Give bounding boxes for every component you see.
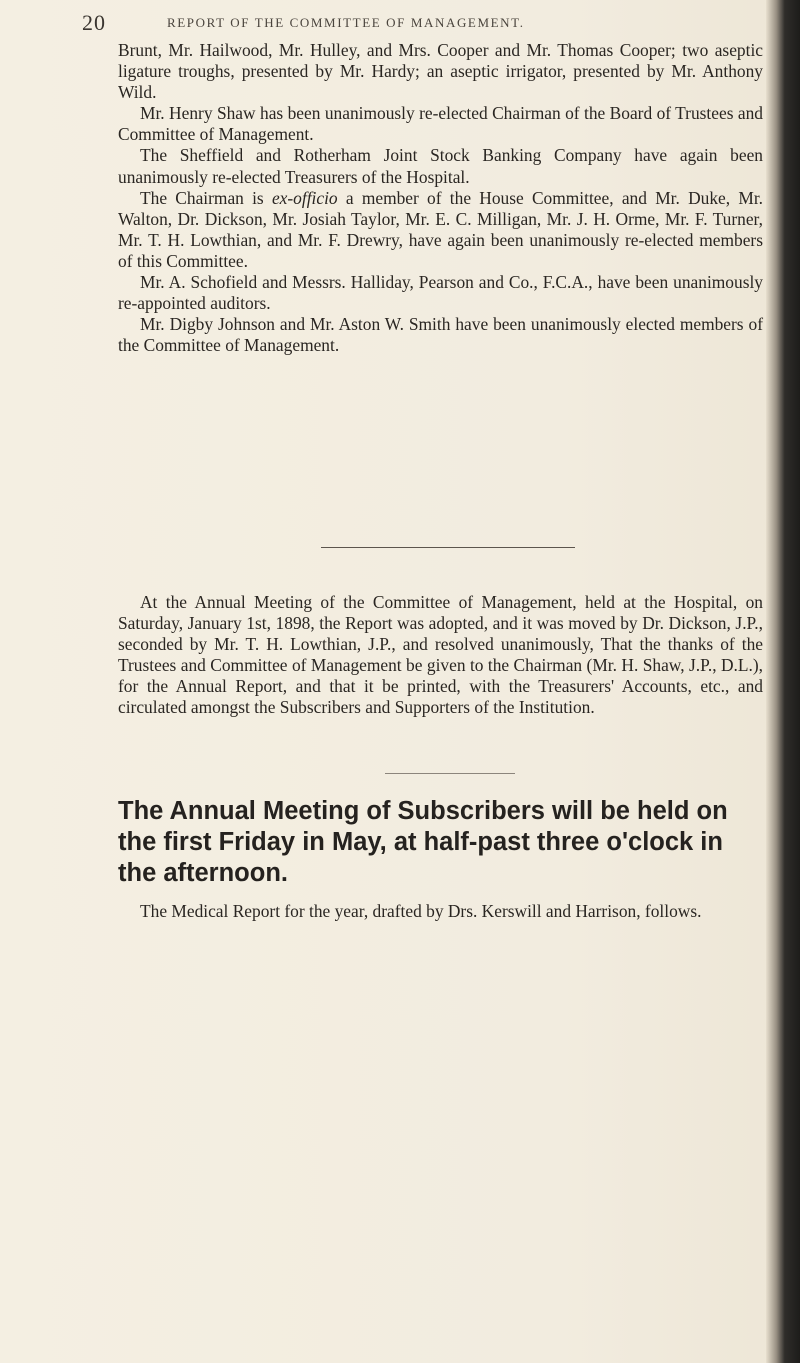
- paragraph-donations: Brunt, Mr. Hailwood, Mr. Hulley, and Mrs. Cooper and Mr. Thomas Cooper; two aseptic ligature troughs, presented by Mr. Hardy; an aseptic irrigator, presented by Mr. Anthony Wild.: [118, 40, 763, 103]
- ex-officio-italic: ex-officio: [271, 187, 338, 208]
- page-number: 20: [82, 10, 106, 35]
- chairman-text-before: The Chairman is: [140, 187, 272, 208]
- report-text-top: [118, 40, 763, 356]
- section-divider: [321, 547, 575, 548]
- book-spine-edge: [766, 0, 800, 1363]
- paragraph-chairman-elected: Mr. Henry Shaw has been unanimously re-elected Chairman of the Board of Trustees and Committee of Management.: [118, 103, 763, 145]
- paragraph-medical-report: The Medical Report for the year, drafted by Drs. Kerswill and Harrison, follows.: [140, 901, 702, 921]
- medical-report-text: [118, 901, 768, 922]
- paragraph-new-members: Mr. Digby Johnson and Mr. Aston W. Smith have been unanimously elected members of the Committee of Management.: [118, 314, 763, 356]
- paragraph-house-committee: [118, 188, 763, 272]
- annual-meeting-text: [118, 592, 763, 719]
- running-head: REPORT OF THE COMMITTEE OF MANAGEMENT.: [167, 15, 525, 30]
- chairman-text-after: a member of the House Committee, and: [337, 187, 647, 208]
- short-divider: [385, 773, 515, 774]
- page-header: [82, 6, 762, 40]
- paragraph-treasurers: The Sheffield and Rotherham Joint Stock Banking Company have again been unanimously re-elected Treasurers of the Hospital.: [118, 145, 763, 187]
- subscribers-meeting-notice: The Annual Meeting of Subscribers will be held on the first Friday in May, at half-past three o'clock in the afternoon.: [118, 797, 728, 887]
- house-committee-members: Mr. Duke, Mr. Walton, Dr. Dickson, Mr. Josiah Taylor, Mr. E. C. Milligan, Mr. J. H. Orme, Mr. F. Turner, Mr. T. H. Lowthian, and Mr. F. Drewry, have again been unanimously re-elected members of this Committee.: [118, 187, 763, 271]
- paragraph-annual-meeting: At the Annual Meeting of the Committee of Management, held at the Hospital, on Saturday, January 1st, 1898, the Report was adopted, and it was moved by Dr. Dickson, J.P., seconded by Mr. T. H. Lowthian, J.P., and resolved unanimously, That the thanks of the Trustees and Committee of Management be given to the Chairman (Mr. H. Shaw, J.P., D.L.), for the Annual Report, and that it be printed, with the Treasurers' Accounts, etc., and circulated amongst the Subscribers and Supporters of the Institution.: [118, 592, 763, 718]
- paragraph-auditors: Mr. A. Schofield and Messrs. Halliday, Pearson and Co., F.C.A., have been unanimously re-appointed auditors.: [118, 272, 763, 314]
